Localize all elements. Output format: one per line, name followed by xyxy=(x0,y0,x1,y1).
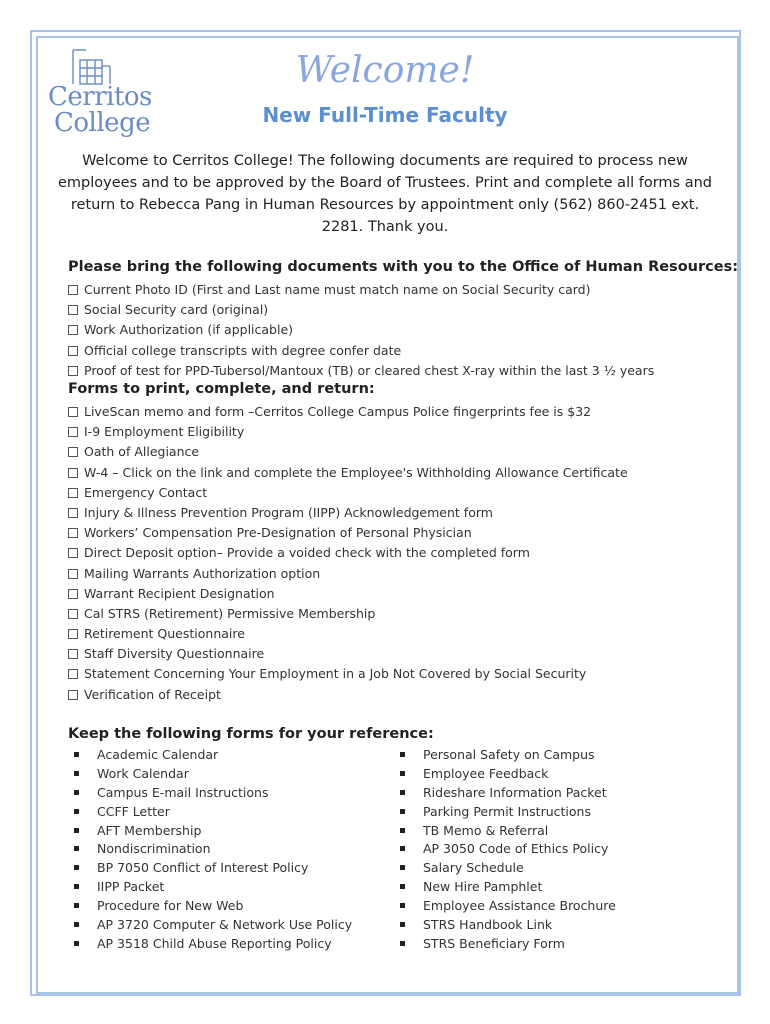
bullet xyxy=(74,752,79,757)
bullet xyxy=(400,790,405,795)
list-item xyxy=(70,859,352,878)
bring-documents-list xyxy=(68,280,654,381)
list-item-label: Nondiscrimination xyxy=(97,841,211,857)
list-item xyxy=(68,584,628,604)
checkbox[interactable] xyxy=(68,488,78,498)
list-item xyxy=(68,564,628,584)
list-item-label: Rideshare Information Packet xyxy=(423,784,607,800)
checkbox[interactable] xyxy=(68,447,78,457)
list-item xyxy=(68,685,628,705)
page-subtitle: New Full-Time Faculty xyxy=(262,103,508,127)
list-item-label: Social Security card (original) xyxy=(84,302,269,318)
list-item xyxy=(70,822,352,841)
list-item xyxy=(70,803,352,822)
bullet xyxy=(400,922,405,927)
checkbox[interactable] xyxy=(68,629,78,639)
list-item-label: STRS Beneficiary Form xyxy=(423,935,565,951)
list-item xyxy=(68,300,654,320)
checkbox[interactable] xyxy=(68,609,78,619)
bring-documents-heading: Please bring the following documents with you to the Office of Human Resources: xyxy=(68,259,739,275)
list-item-label: Academic Calendar xyxy=(97,747,219,762)
reference-list-left xyxy=(70,746,352,954)
list-item-label: Employee Assistance Brochure xyxy=(423,898,616,914)
checkbox[interactable] xyxy=(68,669,78,679)
list-item xyxy=(68,442,628,462)
list-item xyxy=(68,361,654,381)
list-item xyxy=(68,624,628,644)
list-item xyxy=(68,644,628,664)
list-item-label: Personal Safety on Campus xyxy=(423,747,595,762)
bullet xyxy=(400,771,405,776)
forms-heading: Forms to print, complete, and return: xyxy=(68,381,375,397)
list-item-label: STRS Handbook Link xyxy=(423,917,553,933)
list-item-label: Mailing Warrants Authorization option xyxy=(84,565,321,581)
list-item xyxy=(70,765,352,784)
list-item-label: Official college transcripts with degree confer date xyxy=(84,342,402,358)
list-item xyxy=(396,859,616,878)
list-item xyxy=(70,784,352,803)
list-item xyxy=(70,897,352,916)
forms-list xyxy=(68,402,628,705)
bullet xyxy=(74,884,79,889)
list-item-label: Oath of Allegiance xyxy=(84,444,200,460)
list-item xyxy=(396,897,616,916)
list-item xyxy=(396,803,616,822)
bullet xyxy=(74,809,79,814)
list-item xyxy=(68,664,628,684)
checkbox[interactable] xyxy=(68,325,78,335)
bullet xyxy=(74,828,79,833)
bullet xyxy=(400,884,405,889)
list-item-label: Salary Schedule xyxy=(423,860,524,876)
bullet xyxy=(74,922,79,927)
list-item xyxy=(70,746,352,765)
checkbox[interactable] xyxy=(68,528,78,538)
list-item-label: Workers’ Compensation Pre-Designation of Personal Physician xyxy=(84,525,472,541)
checkbox[interactable] xyxy=(68,285,78,295)
list-item xyxy=(68,422,628,442)
bullet xyxy=(400,809,405,814)
list-item-label: Employee Feedback xyxy=(423,765,549,781)
list-item-label: IIPP Packet xyxy=(97,879,165,895)
list-item xyxy=(396,878,616,897)
list-item xyxy=(396,784,616,803)
list-item xyxy=(68,503,628,523)
bullet xyxy=(400,828,405,833)
checkbox[interactable] xyxy=(68,305,78,315)
list-item xyxy=(68,320,654,340)
bullet xyxy=(400,846,405,851)
bullet xyxy=(400,752,405,757)
list-item xyxy=(68,280,654,300)
list-item xyxy=(70,916,352,935)
list-item-label: Staff Diversity Questionnaire xyxy=(84,646,265,662)
bullet xyxy=(74,903,79,908)
list-item xyxy=(68,523,628,543)
list-item-label: Injury & Illness Prevention Program (IIPP) Acknowledgement form xyxy=(84,504,493,520)
bullet xyxy=(74,865,79,870)
list-item xyxy=(68,463,628,483)
list-item-label: TB Memo & Referral xyxy=(423,822,549,838)
bullet xyxy=(400,865,405,870)
list-item-label: Verification of Receipt xyxy=(84,686,221,702)
list-item-label: AP 3050 Code of Ethics Policy xyxy=(423,841,609,857)
bullet xyxy=(74,771,79,776)
checkbox[interactable] xyxy=(68,690,78,700)
list-item xyxy=(68,483,628,503)
list-item-label: LiveScan memo and form –Cerritos College Campus Police fingerprints fee is $32 xyxy=(84,404,592,419)
page-title: Welcome! xyxy=(295,50,475,91)
list-item-label: Proof of test for PPD-Tubersol/Mantoux (TB) or cleared chest X-ray within the last 3 ½ years xyxy=(84,362,655,378)
checkbox[interactable] xyxy=(68,468,78,478)
logo-line-1: Cerritos xyxy=(48,82,152,112)
list-item-label: Retirement Questionnaire xyxy=(84,626,245,642)
checkbox[interactable] xyxy=(68,366,78,376)
checkbox[interactable] xyxy=(68,407,78,417)
list-item-label: AFT Membership xyxy=(97,822,202,838)
list-item-label: W-4 – Click on the link and complete the Employee's Withholding Allowance Certificate xyxy=(84,464,628,480)
bullet xyxy=(400,903,405,908)
intro-paragraph: Welcome to Cerritos College! The following documents are required to process new employees and to be approved by the Board of Trustees. Print and complete all forms and return to Rebecca Pang in Human Resources by appointment only (562) 860-2451 ext. 2281. Thank you. xyxy=(58,153,712,235)
checkbox[interactable] xyxy=(68,548,78,558)
bullet xyxy=(400,941,405,946)
list-item-label: New Hire Pamphlet xyxy=(423,879,543,895)
checkbox[interactable] xyxy=(68,346,78,356)
list-item-label: I-9 Employment Eligibility xyxy=(84,424,245,440)
list-item-label: Cal STRS (Retirement) Permissive Membership xyxy=(84,605,376,621)
list-item-label: Current Photo ID (First and Last name must match name on Social Security card) xyxy=(84,282,591,297)
list-item xyxy=(70,935,352,954)
list-item-label: BP 7050 Conflict of Interest Policy xyxy=(97,860,309,876)
list-item xyxy=(396,746,616,765)
reference-list-right xyxy=(396,746,616,954)
list-item-label: AP 3518 Child Abuse Reporting Policy xyxy=(97,935,332,951)
bullet xyxy=(74,941,79,946)
list-item xyxy=(396,916,616,935)
list-item-label: Direct Deposit option– Provide a voided check with the completed form xyxy=(84,545,530,561)
checkbox[interactable] xyxy=(68,427,78,437)
list-item-label: Warrant Recipient Designation xyxy=(84,585,275,601)
list-item xyxy=(70,840,352,859)
list-item xyxy=(70,878,352,897)
list-item xyxy=(68,341,654,361)
bullet xyxy=(74,790,79,795)
list-item-label: Procedure for New Web xyxy=(97,898,244,914)
list-item xyxy=(68,402,628,422)
checkbox[interactable] xyxy=(68,589,78,599)
reference-heading: Keep the following forms for your reference: xyxy=(68,726,434,742)
list-item xyxy=(396,822,616,841)
checkbox[interactable] xyxy=(68,649,78,659)
list-item xyxy=(396,935,616,954)
list-item-label: Work Authorization (if applicable) xyxy=(84,322,294,338)
list-item-label: Campus E-mail Instructions xyxy=(97,784,269,800)
list-item xyxy=(68,604,628,624)
checkbox[interactable] xyxy=(68,508,78,518)
logo-line-2: College xyxy=(54,108,151,138)
list-item-label: Parking Permit Instructions xyxy=(423,803,591,819)
list-item xyxy=(396,765,616,784)
list-item-label: CCFF Letter xyxy=(97,803,170,819)
list-item-label: Emergency Contact xyxy=(84,484,208,500)
list-item xyxy=(68,543,628,563)
list-item xyxy=(396,840,616,859)
list-item-label: Work Calendar xyxy=(97,765,189,781)
checkbox[interactable] xyxy=(68,569,78,579)
list-item-label: AP 3720 Computer & Network Use Policy xyxy=(97,917,353,933)
list-item-label: Statement Concerning Your Employment in a Job Not Covered by Social Security xyxy=(84,666,587,682)
bullet xyxy=(74,846,79,851)
